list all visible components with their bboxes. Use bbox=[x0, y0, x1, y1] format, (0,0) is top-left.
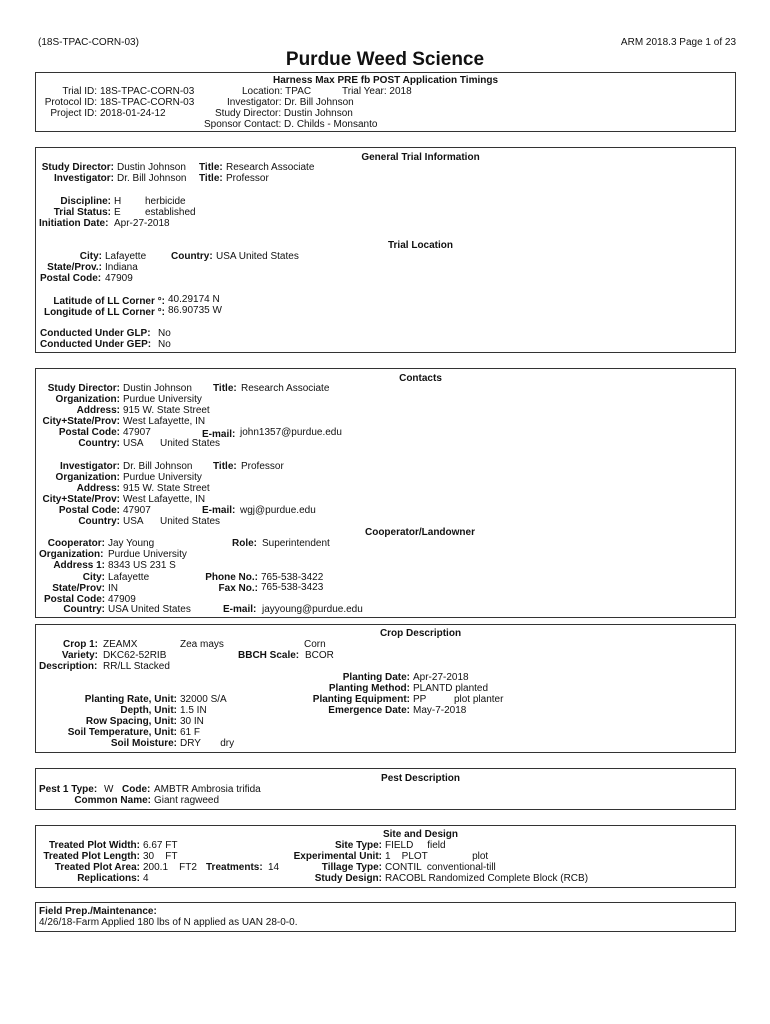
protocol-id-value: 18S-TPAC-CORN-03 bbox=[100, 97, 195, 108]
initiation-label: Initiation Date: bbox=[39, 218, 109, 229]
trial-heading: Harness Max PRE fb POST Application Timings bbox=[272, 75, 499, 86]
contact-investigator-postal-label: Postal Code: bbox=[58, 505, 120, 516]
state-label: State/Prov.: bbox=[47, 262, 102, 273]
variety-value: DKC62-52RIB bbox=[103, 650, 167, 661]
country-value: USA United States bbox=[216, 251, 299, 262]
contact-investigator-org-label: Organization: bbox=[55, 472, 120, 483]
trial-status-code: E bbox=[114, 207, 121, 218]
postal-value: 47909 bbox=[105, 273, 133, 284]
bbch-value: BCOR bbox=[305, 650, 334, 661]
contact-investigator-title: Professor bbox=[241, 461, 284, 472]
planting-date-label: Planting Date: bbox=[342, 672, 410, 683]
pest-code-value: AMBTR Ambrosia trifida bbox=[154, 784, 261, 795]
variety-label: Variety: bbox=[61, 650, 98, 661]
study-design-value: RACOBL Randomized Complete Block (RCB) bbox=[385, 873, 589, 884]
plot-length-value: 30 FT bbox=[143, 851, 178, 862]
field-prep-heading: Field Prep./Maintenance: bbox=[39, 906, 157, 917]
cooperator-value: Jay Young bbox=[108, 538, 155, 549]
discipline-desc: herbicide bbox=[145, 196, 186, 207]
pest-common-value: Giant ragweed bbox=[154, 795, 220, 806]
cooperator-heading: Cooperator/Landowner bbox=[364, 527, 475, 538]
coop-fax-label: Fax No.: bbox=[218, 583, 258, 594]
glp-value: No bbox=[158, 328, 171, 339]
city-value: Lafayette bbox=[105, 251, 147, 262]
trial-id-label: Trial ID: bbox=[62, 86, 97, 97]
contact-study-director-country-name: United States bbox=[160, 438, 221, 449]
coop-role-label: Role: bbox=[232, 538, 257, 549]
contact-study-director-city-label: City+State/Prov: bbox=[42, 416, 120, 427]
field-prep-note: 4/26/18-Farm Applied 180 lbs of N applied as UAN 28-0-0. bbox=[39, 917, 298, 928]
contact-study-director-title: Research Associate bbox=[241, 383, 330, 394]
contact-investigator-org: Purdue University bbox=[123, 472, 202, 483]
contact-investigator-country-name: United States bbox=[160, 516, 221, 527]
coop-city-value: Lafayette bbox=[108, 572, 150, 583]
pest-common-label: Common Name: bbox=[74, 795, 151, 806]
contact-study-director-name: Dustin Johnson bbox=[123, 383, 192, 394]
coop-phone-label: Phone No.: bbox=[205, 572, 258, 583]
trial-status-label: Trial Status: bbox=[53, 207, 111, 218]
planting-equipment-value: PP plot planter bbox=[413, 694, 504, 705]
study-director-title-label: Title: bbox=[199, 162, 223, 173]
contact-study-director-country-label: Country: bbox=[78, 438, 120, 449]
contact-investigator-email-label: E-mail: bbox=[202, 505, 236, 516]
contact-study-director-address-label: Address: bbox=[76, 405, 120, 416]
row-spacing-value: 30 IN bbox=[180, 716, 204, 727]
bbch-label: BBCH Scale: bbox=[238, 650, 300, 661]
trial-code: (18S-TPAC-CORN-03) bbox=[38, 37, 139, 48]
coop-org-label: Organization: bbox=[39, 549, 104, 560]
contact-study-director-postal: 47907 bbox=[123, 427, 151, 438]
investigator-value: Dr. Bill Johnson bbox=[117, 173, 187, 184]
coop-fax-value: 765-538-3423 bbox=[261, 582, 324, 593]
longitude-label: Longitude of LL Corner °: bbox=[43, 307, 165, 318]
depth-value: 1.5 IN bbox=[180, 705, 207, 716]
contact-study-director-email: john1357@purdue.edu bbox=[240, 427, 342, 438]
crop-heading: Crop Description bbox=[379, 628, 462, 639]
soil-temperature-label: Soil Temperature, Unit: bbox=[67, 727, 177, 738]
crop1-code: ZEAMX bbox=[103, 639, 138, 650]
coop-postal-label: Postal Code: bbox=[44, 594, 106, 605]
trial-sponsor-contact: Sponsor Contact: D. Childs - Monsanto bbox=[204, 119, 378, 130]
investigator-title: Professor bbox=[226, 173, 269, 184]
contact-investigator-postal: 47907 bbox=[123, 505, 151, 516]
planting-method-label: Planting Method: bbox=[328, 683, 410, 694]
coop-country-label: Country: bbox=[63, 604, 105, 615]
tillage-type-label: Tillage Type: bbox=[321, 862, 382, 873]
project-id-label: Project ID: bbox=[50, 108, 97, 119]
crop1-label: Crop 1: bbox=[63, 639, 98, 650]
soil-temperature-value: 61 F bbox=[180, 727, 201, 738]
trial-year: Trial Year: 2018 bbox=[342, 86, 412, 97]
coop-email-label: E-mail: bbox=[223, 604, 257, 615]
coop-email-value: jayyoung@purdue.edu bbox=[262, 604, 363, 615]
replications-label: Replications: bbox=[77, 873, 140, 884]
depth-label: Depth, Unit: bbox=[120, 705, 177, 716]
coop-state-value: IN bbox=[108, 583, 118, 594]
pest-type-label: Pest 1 Type: bbox=[39, 784, 98, 795]
contact-investigator-address-label: Address: bbox=[76, 483, 120, 494]
contact-study-director-city: West Lafayette, IN bbox=[123, 416, 206, 427]
gep-value: No bbox=[158, 339, 171, 350]
investigator-title-label: Title: bbox=[199, 173, 223, 184]
contact-study-director-label: Study Director: bbox=[47, 383, 120, 394]
planting-rate-label: Planting Rate, Unit: bbox=[84, 694, 177, 705]
discipline-label: Discipline: bbox=[60, 196, 111, 207]
contact-investigator-name: Dr. Bill Johnson bbox=[123, 461, 193, 472]
trial-study-director: Study Director: Dustin Johnson bbox=[215, 108, 353, 119]
tillage-type-value: CONTIL conventional-till bbox=[385, 862, 496, 873]
emergence-date-value: May-7-2018 bbox=[413, 705, 467, 716]
site-type-value: FIELD field bbox=[385, 840, 446, 851]
project-id-value: 2018-01-24-12 bbox=[100, 108, 166, 119]
coop-city-label: City: bbox=[82, 572, 105, 583]
initiation-value: Apr-27-2018 bbox=[114, 218, 170, 229]
coop-postal-value: 47909 bbox=[108, 594, 136, 605]
crop1-common: Corn bbox=[304, 639, 326, 650]
city-label: City: bbox=[79, 251, 102, 262]
soil-moisture-value: DRY dry bbox=[180, 738, 235, 749]
contact-investigator-city-label: City+State/Prov: bbox=[42, 494, 120, 505]
trial-location-heading: Trial Location bbox=[387, 240, 453, 251]
study-director-label: Study Director: bbox=[41, 162, 114, 173]
latitude-label: Latitude of LL Corner °: bbox=[53, 296, 165, 307]
investigator-label: Investigator: bbox=[53, 173, 114, 184]
planting-rate-value: 32000 S/A bbox=[180, 694, 227, 705]
study-design-label: Study Design: bbox=[314, 873, 382, 884]
pest-heading: Pest Description bbox=[381, 773, 460, 784]
plot-width-value: 6.67 FT bbox=[143, 840, 178, 851]
crop-description-label: Description: bbox=[39, 661, 98, 672]
treatments-label: Treatments: bbox=[206, 862, 263, 873]
trial-investigator: Investigator: Dr. Bill Johnson bbox=[227, 97, 354, 108]
coop-phone-value: 765-538-3422 bbox=[261, 572, 324, 583]
trial-id-value: 18S-TPAC-CORN-03 bbox=[100, 86, 195, 97]
site-heading: Site and Design bbox=[382, 829, 458, 840]
page-info: ARM 2018.3 Page 1 of 23 bbox=[620, 37, 736, 48]
coop-state-label: State/Prov: bbox=[52, 583, 105, 594]
trial-location: Location: TPAC bbox=[242, 86, 312, 97]
contact-study-director-title-label: Title: bbox=[213, 383, 237, 394]
crop-description-value: RR/LL Stacked bbox=[103, 661, 170, 672]
pest-code-label: Code: bbox=[122, 784, 151, 795]
plot-length-label: Treated Plot Length: bbox=[43, 851, 140, 862]
planting-equipment-label: Planting Equipment: bbox=[312, 694, 410, 705]
country-label: Country: bbox=[171, 251, 213, 262]
contact-investigator-city: West Lafayette, IN bbox=[123, 494, 206, 505]
row-spacing-label: Row Spacing, Unit: bbox=[85, 716, 177, 727]
protocol-id-label: Protocol ID: bbox=[44, 97, 97, 108]
cooperator-label: Cooperator: bbox=[47, 538, 105, 549]
contact-study-director-address: 915 W. State Street bbox=[123, 405, 210, 416]
plot-area-label: Treated Plot Area: bbox=[54, 862, 140, 873]
contact-study-director-country: USA bbox=[123, 438, 144, 449]
state-value: Indiana bbox=[105, 262, 138, 273]
contact-study-director-email-label: E-mail: bbox=[202, 429, 236, 440]
treatments-value: 14 bbox=[268, 862, 280, 873]
contact-study-director-org-label: Organization: bbox=[55, 394, 120, 405]
plot-width-label: Treated Plot Width: bbox=[48, 840, 140, 851]
longitude-value: 86.90735 W bbox=[168, 305, 222, 316]
plot-area-value: 200.1 FT2 bbox=[143, 862, 197, 873]
contact-study-director-org: Purdue University bbox=[123, 394, 202, 405]
contact-investigator-label: Investigator: bbox=[59, 461, 120, 472]
coop-address1-value: 8343 US 231 S bbox=[108, 560, 176, 571]
pest-type-value: W bbox=[104, 784, 114, 795]
planting-method-value: PLANTD planted bbox=[413, 683, 489, 694]
site-type-label: Site Type: bbox=[334, 840, 382, 851]
postal-label: Postal Code: bbox=[40, 273, 102, 284]
general-heading: General Trial Information bbox=[361, 152, 480, 163]
planting-date-value: Apr-27-2018 bbox=[413, 672, 469, 683]
coop-org-value: Purdue University bbox=[108, 549, 187, 560]
latitude-value: 40.29174 N bbox=[168, 294, 220, 305]
coop-country-value: USA United States bbox=[108, 604, 191, 615]
contact-study-director-postal-label: Postal Code: bbox=[58, 427, 120, 438]
contact-investigator-country: USA bbox=[123, 516, 144, 527]
page-title: Purdue Weed Science bbox=[285, 49, 485, 70]
emergence-date-label: Emergence Date: bbox=[328, 705, 410, 716]
coop-address1-label: Address 1: bbox=[53, 560, 105, 571]
glp-label: Conducted Under GLP: bbox=[40, 328, 151, 339]
contact-investigator-address: 915 W. State Street bbox=[123, 483, 210, 494]
crop1-latin: Zea mays bbox=[180, 639, 224, 650]
contact-investigator-title-label: Title: bbox=[213, 461, 237, 472]
experimental-unit-value: 1 PLOT plot bbox=[385, 851, 489, 862]
discipline-code: H bbox=[114, 196, 122, 207]
coop-role-value: Superintendent bbox=[262, 538, 330, 549]
gep-label: Conducted Under GEP: bbox=[40, 339, 152, 350]
replications-value: 4 bbox=[143, 873, 149, 884]
trial-status-desc: established bbox=[145, 207, 196, 218]
experimental-unit-label: Experimental Unit: bbox=[293, 851, 382, 862]
soil-moisture-label: Soil Moisture: bbox=[110, 738, 177, 749]
contact-investigator-email: wgj@purdue.edu bbox=[240, 505, 316, 516]
contact-investigator-country-label: Country: bbox=[78, 516, 120, 527]
study-director-title: Research Associate bbox=[226, 162, 315, 173]
study-director-value: Dustin Johnson bbox=[117, 162, 186, 173]
contacts-heading: Contacts bbox=[399, 373, 442, 384]
